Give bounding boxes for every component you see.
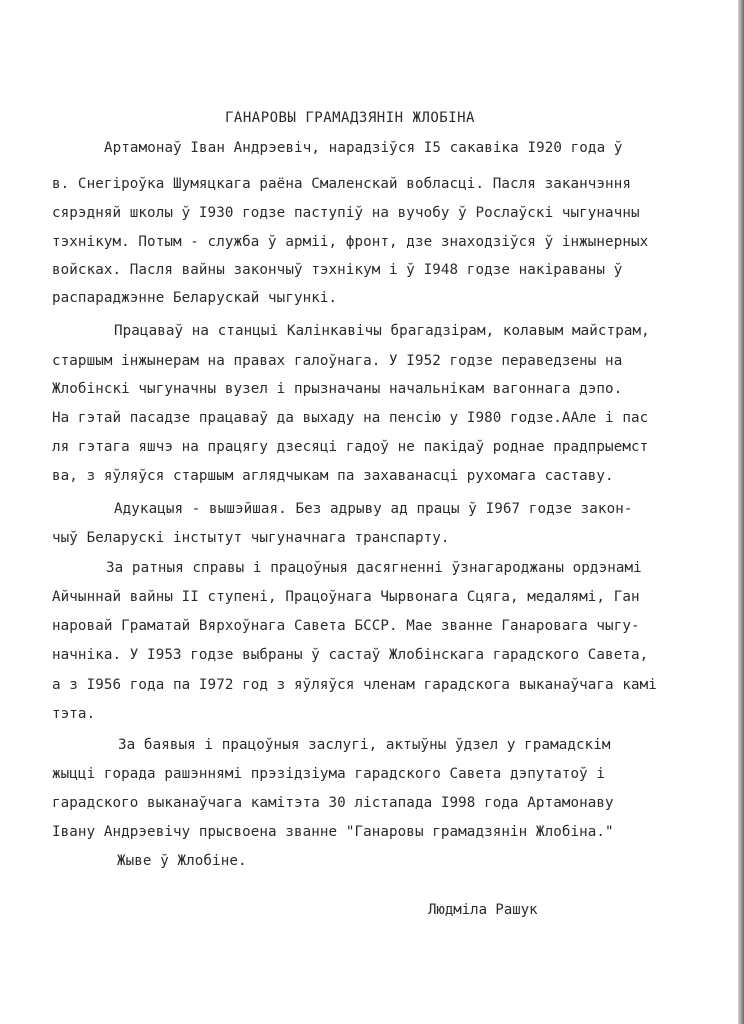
text-line: Жыве ў Жлобіне. xyxy=(117,853,247,869)
text-line: старшым інжынерам на правах галоўнага. У І952 годзе пераведзены на xyxy=(52,353,623,369)
text-line: Айчыннай вайны ІІ ступені, Працоўнага Чырвонага Сцяга, медалямі, Ган xyxy=(52,589,640,605)
text-line: начніка. У І953 годзе выбраны ў састаў Жлобінскага гарадского Савета, xyxy=(52,647,649,663)
text-line: За ратныя справы і працоўныя дасягненні ўзнагароджаны ордэнамі xyxy=(106,560,642,576)
text-line: За баявыя і працоўныя заслугі, актыўны ўдзел у грамадскім xyxy=(118,737,611,753)
text-line: Адукацыя - вышэйшая. Без адрыву ад працы ў І967 годзе закон- xyxy=(114,501,633,517)
text-line: наровай Граматай Вярхоўнага Савета БССР. Мае званне Ганаровага чыгу- xyxy=(52,618,640,634)
signature: Людміла Рашук xyxy=(428,902,538,918)
text-line: ва, з яўляўся старшым аглядчыкам па захаванасці рухомага саставу. xyxy=(52,468,614,484)
text-line: а з І956 года па І972 год з яўляўся членам гарадскога выканаўчага камі xyxy=(52,677,657,693)
text-line: жыцці горада рашэннямі прэзідзіума гарадского Савета дэпутатоў і xyxy=(52,766,606,782)
text-line: Івану Андрэевічу прысвоена званне "Ганаровы грамадзянін Жлобіна." xyxy=(52,824,614,840)
text-line: Працаваў на станцыі Калінкавічы брагадзірам, колавым майстрам, xyxy=(114,323,650,339)
text-line: тэхнікум. Потым - служба ў арміі, фронт, дзе знаходзіўся ў інжынерных xyxy=(52,234,649,250)
document-title: ГАНАРОВЫ ГРАМАДЗЯНІН ЖЛОБІНА xyxy=(224,110,475,126)
text-line: в. Снегіроўка Шумяцкага раёна Смаленскай вобласці. Пасля заканчэння xyxy=(52,176,631,192)
text-line: тэта. xyxy=(52,706,96,722)
text-line: чыў Беларускі інстытут чыгуначнага транспарту. xyxy=(52,530,450,546)
text-line: ля гэтага яшчэ на працягу дзесяці гадоў не пакідаў роднае прадпрыемст xyxy=(52,439,649,455)
text-line: Жлобінскі чыгуначны вузел і прызначаны начальнікам вагоннага дэпо. xyxy=(52,381,623,397)
text-line: сярэдняй школы ў І930 годзе паступіў на вучобу ў Рослаўскі чыгуначны xyxy=(52,205,640,221)
text-line: На гэтай пасадзе працаваў да выхаду на пенсію у І980 годзе.ААле і пас xyxy=(52,410,649,426)
text-line: войсках. Пасля вайны закончыў тэхнікум і ў І948 годзе накіраваны ў xyxy=(52,262,623,278)
text-line: Артамонаў Іван Андрэевіч, нарадзіўся І5 сакавіка І920 года ў xyxy=(104,140,623,156)
page-edge xyxy=(738,0,744,1024)
text-line: гарадского выканаўчага камітэта 30 лістапада І998 года Артамонаву xyxy=(52,795,614,811)
text-line: распараджэнне Беларускай чыгункі. xyxy=(52,290,338,306)
